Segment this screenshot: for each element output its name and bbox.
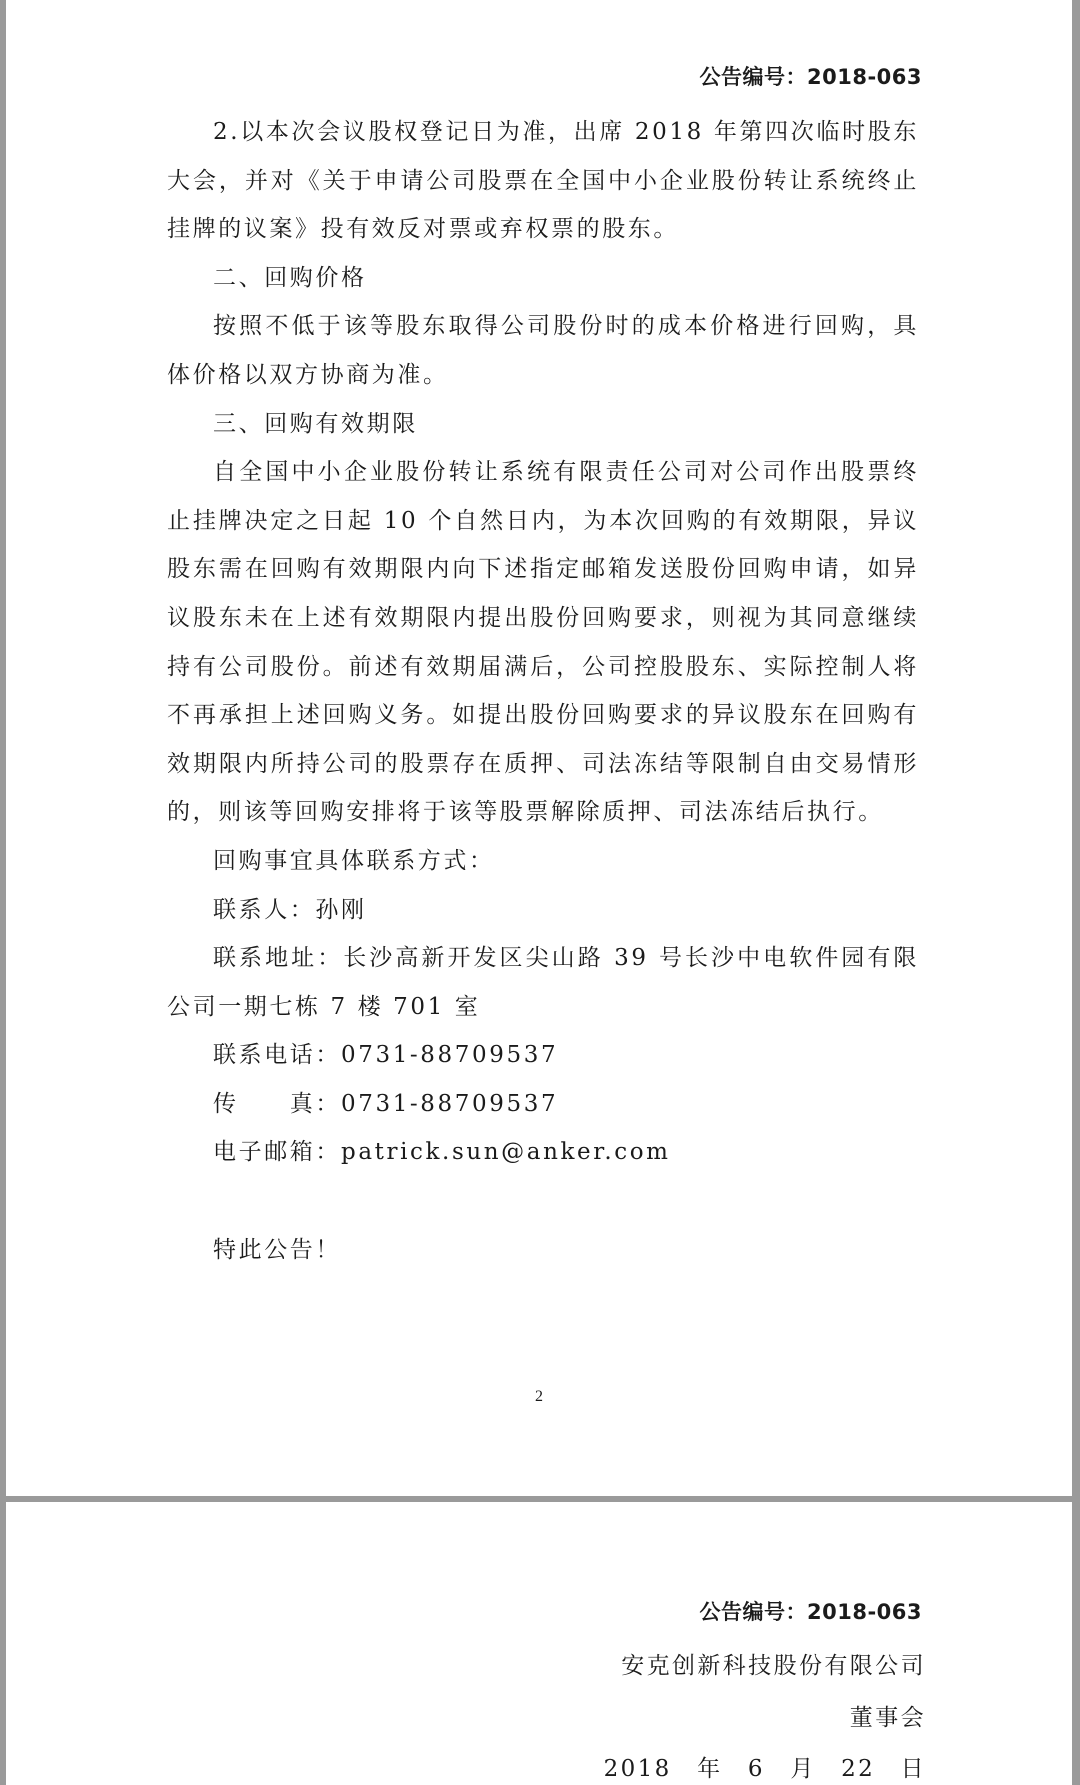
announcement-number: 公告编号：2018-063 — [699, 1600, 922, 1624]
contact-address: 联系地址：长沙高新开发区尖山路 39 号长沙中电软件园有限公司一期七栋 7 楼 701 室 — [167, 945, 919, 1020]
contact-person: 联系人：孙刚 — [213, 896, 367, 923]
document-page-1 — [6, 0, 1072, 1496]
signature-board: 董事会 — [849, 1705, 926, 1731]
document-body — [167, 108, 919, 1274]
closing-statement: 特此公告！ — [213, 1236, 341, 1263]
signature-company: 安克创新科技股份有限公司 — [621, 1653, 926, 1679]
page-number: 2 — [535, 1388, 543, 1405]
section-heading-period: 三、回购有效期限 — [213, 410, 418, 437]
blank-line — [167, 1177, 919, 1226]
document-page-2 — [6, 1502, 1072, 1785]
price-paragraph: 按照不低于该等股东取得公司股份时的成本价格进行回购，具体价格以双方协商为准。 — [167, 313, 919, 388]
signature-date: 2018 年 6 月 22 日 — [603, 1756, 926, 1782]
announcement-number: 公告编号：2018-063 — [699, 65, 922, 89]
contact-phone: 联系电话：0731-88709537 — [213, 1042, 559, 1069]
eligibility-paragraph: 2.以本次会议股权登记日为准，出席 2018 年第四次临时股东大会，并对《关于申请公司股票在全国中小企业股份转让系统终止挂牌的议案》投有效反对票或弃权票的股东。 — [167, 119, 919, 243]
contact-fax: 传 真：0731-88709537 — [213, 1090, 559, 1117]
section-heading-price: 二、回购价格 — [213, 264, 367, 291]
period-paragraph: 自全国中小企业股份转让系统有限责任公司对公司作出股票终止挂牌决定之日起 10 个自然日内，为本次回购的有效期限，异议股东需在回购有效期限内向下述指定邮箱发送股份回购申请，如异议股东未在上述有效期限内提出股份回购要求，则视为其同意继续持有公司股份。前述有效期届满后，公司控股股东、实际控制人将不再承担上述回购义务。如提出股份回购要求的异议股东在回购有效期限内所持公司的股票存在质押、司法冻结等限制自由交易情形的，则该等回购安排将于该等股票解除质押、司法冻结后执行。 — [167, 459, 919, 826]
contact-intro: 回购事宜具体联系方式： — [213, 847, 495, 874]
contact-email: 电子邮箱：patrick.sun@anker.com — [213, 1139, 671, 1166]
